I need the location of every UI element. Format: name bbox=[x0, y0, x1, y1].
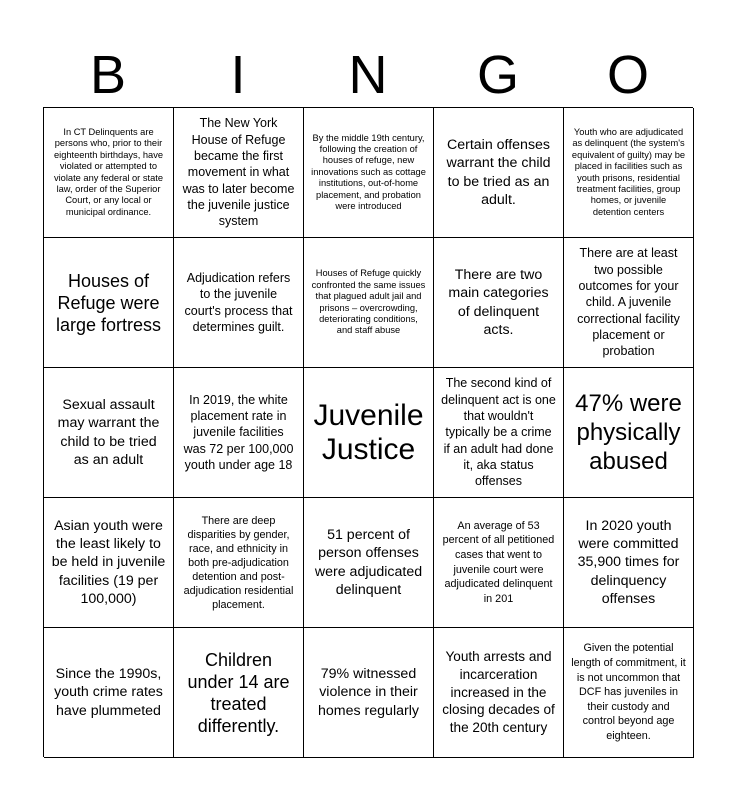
bingo-header bbox=[43, 40, 693, 110]
bingo-cell[interactable]: An average of 53 percent of all petitioned cases that went to juvenile court were adjudicated delinquent in 201 bbox=[434, 498, 564, 628]
bingo-cell[interactable]: Given the potential length of commitment, it is not uncommon that DCF has juveniles in their custody and control beyond age eighteen. bbox=[564, 628, 694, 758]
bingo-cell[interactable]: There are deep disparities by gender, race, and ethnicity in both pre-adjudication detention and post-adjudication residential placement. bbox=[174, 498, 304, 628]
bingo-cell[interactable]: Asian youth were the least likely to be held in juvenile facilities (19 per 100,000) bbox=[44, 498, 174, 628]
bingo-cell[interactable]: 47% were physically abused bbox=[564, 368, 694, 498]
bingo-cell[interactable]: In 2019, the white placement rate in juvenile facilities was 72 per 100,000 youth under age 18 bbox=[174, 368, 304, 498]
bingo-cell[interactable]: Youth arrests and incarceration increased in the closing decades of the 20th century bbox=[434, 628, 564, 758]
bingo-cell[interactable]: 51 percent of person offenses were adjudicated delinquent bbox=[304, 498, 434, 628]
free-space-cell[interactable]: Juvenile Justice bbox=[304, 368, 434, 498]
bingo-grid bbox=[43, 107, 693, 757]
bingo-cell[interactable]: Sexual assault may warrant the child to be tried as an adult bbox=[44, 368, 174, 498]
bingo-cell[interactable]: The second kind of delinquent act is one that wouldn't typically be a crime if an adult had done it, aka status offenses bbox=[434, 368, 564, 498]
bingo-cell[interactable]: Houses of Refuge were large fortress bbox=[44, 238, 174, 368]
bingo-cell[interactable]: Certain offenses warrant the child to be tried as an adult. bbox=[434, 108, 564, 238]
header-letter-i: I bbox=[230, 45, 246, 105]
header-letter-o: O bbox=[606, 45, 649, 105]
bingo-cell[interactable]: Adjudication refers to the juvenile court's process that determines guilt. bbox=[174, 238, 304, 368]
bingo-cell[interactable]: Youth who are adjudicated as delinquent (the system's equivalent of guilty) may be placed in facilities such as youth prisons, residential treatment facilities, group homes, or juvenile detention centers bbox=[564, 108, 694, 238]
bingo-cell[interactable]: In 2020 youth were committed 35,900 times for delinquency offenses bbox=[564, 498, 694, 628]
bingo-cell[interactable]: The New York House of Refuge became the first movement in what was to later become the juvenile justice system bbox=[174, 108, 304, 238]
bingo-cell[interactable]: Houses of Refuge quickly confronted the same issues that plagued adult jail and prisons – overcrowding, deteriorating conditions, and staff abuse bbox=[304, 238, 434, 368]
bingo-cell[interactable]: In CT Delinquents are persons who, prior to their eighteenth birthdays, have violated or attempted to violate any federal or state law, order of the Superior Court, or any local or municipal ordinance. bbox=[44, 108, 174, 238]
bingo-cell[interactable]: There are at least two possible outcomes for your child. A juvenile correctional facility placement or probation bbox=[564, 238, 694, 368]
bingo-cell[interactable]: By the middle 19th century, following the creation of houses of refuge, new innovations such as cottage institutions, out-of-home placement, and probation were introduced bbox=[304, 108, 434, 238]
bingo-cell[interactable]: There are two main categories of delinquent acts. bbox=[434, 238, 564, 368]
header-letter-b: B bbox=[89, 45, 127, 105]
header-letter-n: N bbox=[348, 45, 388, 105]
bingo-cell[interactable]: Children under 14 are treated differently. bbox=[174, 628, 304, 758]
header-letter-g: G bbox=[476, 45, 519, 105]
bingo-cell[interactable]: 79% witnessed violence in their homes regularly bbox=[304, 628, 434, 758]
bingo-cell[interactable]: Since the 1990s, youth crime rates have plummeted bbox=[44, 628, 174, 758]
